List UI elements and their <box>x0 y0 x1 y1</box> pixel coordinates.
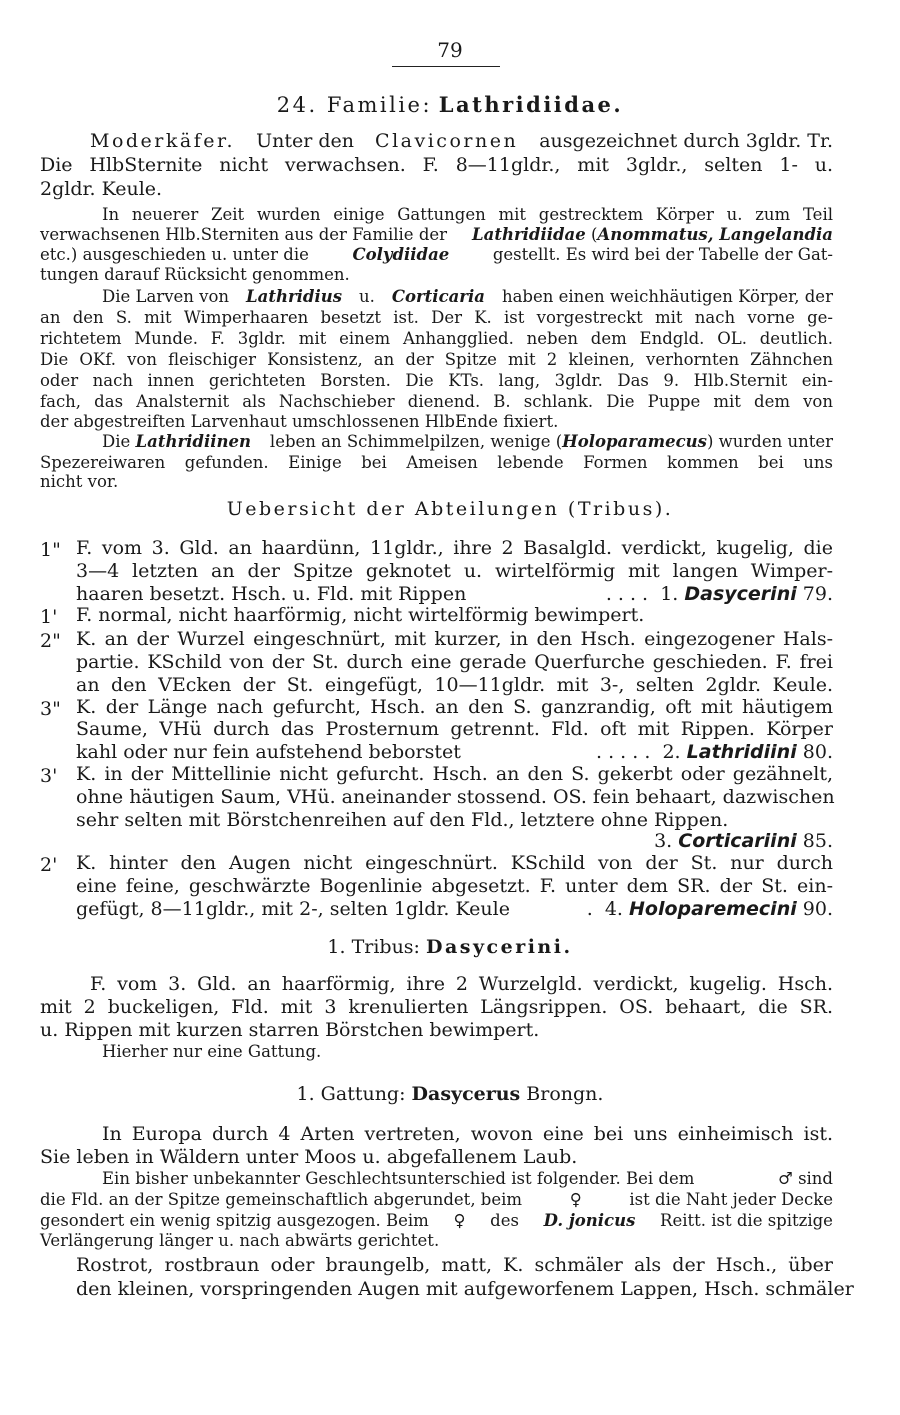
description-line-2: den kleinen, vorspringenden Augen mit aufgeworfenem Lappen, Hsch. schmäler <box>76 1278 854 1300</box>
genus-para2-text: die Fld. an der Spitze gemeinschaftlich abgerundet, beim <box>40 1190 523 1209</box>
para2-paren: ( <box>590 225 598 244</box>
key-label: 2' <box>40 854 58 876</box>
tribus-line-3: u. Rippen mit kurzen starren Börstchen bewimpert. <box>40 1019 540 1041</box>
species-d-jonicus: D. jonicus <box>543 1211 636 1230</box>
key-2b-line-3 <box>76 900 833 919</box>
key-label: 1' <box>40 606 58 628</box>
tribus-heading-name: Dasycerini. <box>426 936 573 958</box>
para4-holoparamecus: Holoparamecus <box>562 432 707 451</box>
key-ref: 4. <box>604 898 623 920</box>
para3-text: Die Larven von <box>102 287 230 306</box>
para2-text: gestellt. Es wird bei der Tabelle der Gat- <box>492 245 833 264</box>
intro-text: ausgezeichnet durch 3gldr. Tr. <box>539 130 833 152</box>
para3-line-4: Die OKf. von fleischiger Konsistenz, an der Spitze mit 2 kleinen, verhornten Zähnchen <box>40 350 833 369</box>
key-2a-line-1: K. an der Wurzel eingeschnürt, mit kurzer, in den Hsch. eingezogener Hals- <box>76 628 833 650</box>
key-2a-line-3: an den VEcken der St. eingefügt, 10—11gldr. mit 3-, selten 2gldr. Keule. <box>76 674 833 696</box>
para4-text: ) wurden unter <box>706 432 833 451</box>
genus-line-2: Sie leben in Wäldern unter Moos u. abgefallenem Laub. <box>40 1146 578 1168</box>
key-2b-line-2: eine feine, geschwärzte Bogenlinie abgesetzt. F. unter dem SR. der St. ein- <box>76 875 833 897</box>
key-3a-line-2: Saume, VHü durch das Prosternum getrennt. Fld. oft mit Rippen. Körper <box>76 718 833 740</box>
key-3b-line-3: sehr selten mit Börstchenreihen auf den Fld., letztere ohne Rippen. <box>76 809 729 831</box>
key-1a-line-1: F. vom 3. Gld. an haardünn, 11gldr., ihre 2 Basalgld. verdickt, kugelig, die <box>76 537 833 559</box>
para2-text: etc.) ausgeschieden u. unter die <box>40 245 309 264</box>
genus-para2-text: Reitt. ist die spitzige <box>660 1211 833 1230</box>
genus-heading-name: Dasycerus <box>411 1083 521 1105</box>
key-2a-line-2: partie. KSchild von der St. durch eine gerade Querfurche geschieden. F. frei <box>76 651 833 673</box>
para2-text: verwachsenen Hlb.Sterniten aus der Familie der <box>40 225 448 244</box>
genus-para2-text: gesondert ein wenig spitzig ausgezogen. Beim <box>40 1211 429 1230</box>
genus-heading <box>0 1085 900 1104</box>
genus-para2-line-2 <box>40 1192 833 1209</box>
key-3b-result <box>0 832 833 851</box>
key-ref: 2. <box>662 741 681 763</box>
key-ref: 1. <box>660 583 679 605</box>
para3-corticaria: Corticaria <box>391 287 485 306</box>
page-number: 79 <box>437 38 463 62</box>
para4-text: leben an Schimmelpilzen, wenige ( <box>269 432 563 451</box>
genus-line-1: In Europa durch 4 Arten vertreten, wovon eine bei uns einheimisch ist. <box>102 1123 833 1145</box>
para4-line-1 <box>40 434 833 451</box>
para2-line-4: tungen darauf Rücksicht genommen. <box>40 265 350 284</box>
para4-line-2: Spezereiwaren gefunden. Einige bei Ameisen lebende Formen kommen bei uns <box>40 453 833 472</box>
key-1b-line-1: F. normal, nicht haarförmig, nicht wirtelförmig bewimpert. <box>76 604 645 626</box>
overview-heading-text: Uebersicht der Abteilungen (Tribus). <box>226 498 674 520</box>
intro-moderkaefer: Moderkäfer. <box>90 130 236 152</box>
key-ref: 3. <box>654 830 673 852</box>
female-symbol-icon: ♀ <box>453 1211 466 1230</box>
para4-lathridiinen: Lathridiinen <box>135 432 251 451</box>
para2-line-3 <box>40 247 833 264</box>
key-text: kahl oder nur fein aufstehend beborstet <box>76 741 461 763</box>
key-dots: . . . . <box>605 583 649 605</box>
description-line-1: Rostrot, rostbraun oder braungelb, matt, K. schmäler als der Hsch., über <box>76 1254 833 1276</box>
key-1a-line-3 <box>76 585 833 604</box>
para3-line-3: richtetem Munde. F. 3gldr. mit einem Anhangglied. neben dem Endgld. OL. deutlich. <box>40 329 833 348</box>
para4-text: Die <box>102 432 131 451</box>
key-page-ref: 90. <box>802 898 833 920</box>
para2-line-2 <box>40 227 833 244</box>
para3-text: u. <box>358 287 375 306</box>
intro-text: Unter den <box>256 130 354 152</box>
intro-line-3: 2gldr. Keule. <box>40 178 163 200</box>
key-3b-line-2: ohne häutigen Saum, VHü. aneinander stossend. OS. fein behaart, dazwischen <box>76 786 835 808</box>
key-text: gefügt, 8—11gldr., mit 2-, selten 1gldr. Keule <box>76 898 510 920</box>
genus-heading-prefix: 1. Gattung: <box>296 1083 406 1105</box>
family-heading-name: Lathridiidae. <box>438 92 624 117</box>
para2-lathridiidae: Lathridiidae <box>472 225 586 244</box>
genus-para2-line-1 <box>40 1171 833 1188</box>
genus-para2-text: des <box>490 1211 519 1230</box>
key-page-ref: 80. <box>802 741 833 763</box>
page-number-rule <box>392 66 500 67</box>
para3-line-7: der abgestreiften Larvenhaut umschlossenen HlbEnde fixiert. <box>40 412 559 431</box>
key-3a-line-3 <box>76 743 833 762</box>
tribe-lathridiini: Lathridiini <box>686 741 797 763</box>
key-text: haaren besetzt. Hsch. u. Fld. mit Rippen <box>76 583 467 605</box>
tribus-heading-prefix: 1. Tribus: <box>327 936 420 958</box>
tribe-dasycerini: Dasycerini <box>684 583 797 605</box>
genus-para2-text: sind <box>798 1169 833 1188</box>
key-dots: . <box>586 898 593 920</box>
key-page-ref: 85. <box>802 830 833 852</box>
overview-heading <box>0 500 900 519</box>
intro-line-1 <box>40 132 833 151</box>
para3-line-6: fach, das Analsternit als Nachschieber dienend. B. schlank. Die Puppe mit dem von <box>40 392 833 411</box>
tribus-line-4: Hierher nur eine Gattung. <box>102 1042 322 1061</box>
key-1a-line-2: 3—4 letzten an der Spitze geknotet u. wirtelförmig mit langen Wimper- <box>76 560 833 582</box>
family-heading-prefix: 24. Familie: <box>276 93 433 117</box>
tribe-holoparemecini: Holoparemecini <box>629 898 797 920</box>
tribe-corticariini: Corticariini <box>678 830 797 852</box>
intro-line-2: Die HlbSternite nicht verwachsen. F. 8—11gldr., mit 3gldr., selten 1- u. <box>40 154 833 176</box>
tribus-line-2: mit 2 buckeligen, Fld. mit 3 krenulierten Längsrippen. OS. behaart, die SR. <box>40 996 833 1018</box>
key-label: 3' <box>40 765 58 787</box>
genus-para2-text: Ein bisher unbekannter Geschlechtsunterschied ist folgender. Bei dem <box>102 1169 695 1188</box>
key-3a-line-1: K. der Länge nach gefurcht, Hsch. an den S. ganzrandig, oft mit häutigem <box>76 696 833 718</box>
para2-colydiidae: Colydiidae <box>352 245 450 264</box>
intro-clavicornen: Clavicornen <box>375 130 519 152</box>
para2-genera: Anommatus, Langelandia <box>597 225 833 244</box>
key-label: 2" <box>40 630 61 652</box>
key-label: 1" <box>40 539 61 561</box>
genus-heading-author: Brongn. <box>526 1083 604 1105</box>
key-label: 3" <box>40 698 61 720</box>
para2-line-1: In neuerer Zeit wurden einige Gattungen mit gestrecktem Körper u. zum Teil <box>102 205 833 224</box>
para3-line-2: an den S. mit Wimperhaaren besetzt ist. Der K. ist vorgestreckt mit nach vorne ge- <box>40 308 833 327</box>
male-symbol-icon: ♂ <box>778 1169 793 1188</box>
key-dots: . . . . . <box>596 741 651 763</box>
genus-para2-line-4: Verlängerung länger u. nach abwärts gerichtet. <box>40 1231 440 1250</box>
key-page-ref: 79. <box>802 583 833 605</box>
key-3b-line-1: K. in der Mittellinie nicht gefurcht. Hsch. an den S. gekerbt oder gezähnelt, <box>76 763 833 785</box>
para3-line-5: oder nach innen gerichteten Borsten. Die KTs. lang, 3gldr. Das 9. Hlb.Sternit ein- <box>40 371 833 390</box>
para3-line-1 <box>40 289 833 306</box>
para4-line-3: nicht vor. <box>40 472 119 491</box>
female-symbol-icon: ♀ <box>569 1190 582 1209</box>
tribus-heading <box>0 938 900 957</box>
genus-para2-text: ist die Naht jeder Decke <box>629 1190 833 1209</box>
para3-text: haben einen weichhäutigen Körper, der <box>501 287 833 306</box>
para3-lathridius: Lathridius <box>246 287 342 306</box>
family-heading <box>0 94 900 116</box>
genus-para2-line-3 <box>40 1213 833 1230</box>
tribus-line-1: F. vom 3. Gld. an haarförmig, ihre 2 Wurzelgld. verdickt, kugelig. Hsch. <box>90 973 833 995</box>
key-2b-line-1: K. hinter den Augen nicht eingeschnürt. KSchild von der St. nur durch <box>76 852 833 874</box>
